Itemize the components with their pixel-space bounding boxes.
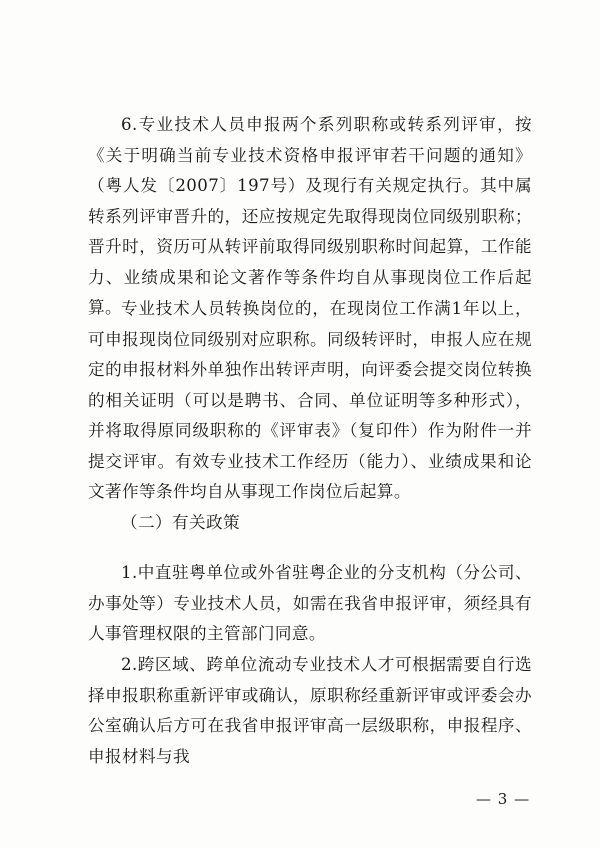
section-heading-related-policies: （二）有关政策 bbox=[121, 513, 240, 532]
paragraph-position-change: 专业技术人员转换岗位的，在现岗位工作满1年以上，可申报现岗位同级别对应职称。同级转评时，申报人应在规定的申报材料外单独作出转评声明，向评委会提交岗位转换的相关证明（可以是聘书、合同、单位证明等多种形式），并将取得原同级职称的《评审表》（复印件）作为附件一并提交评审。有效专业技术工作经历（能力）、业绩成果和论文著作等条件均自从事现工作岗位后起算。 bbox=[88, 299, 532, 501]
paragraph-policy-1: 1.中直驻粤单位或外省驻粤企业的分支机构（分公司、办事处等）专业技术人员，如需在我省申报评审，须经具有人事管理权限的主管部门同意。 bbox=[88, 563, 532, 643]
paragraph-policy-2: 2.跨区域、跨单位流动专业技术人才可根据需要自行选择申报职称重新评审或确认，原职称经重新评审或评委会办公室确认后方可在我省申报评审高一层级职称，申报程序、申报材料与我 bbox=[88, 655, 532, 766]
page-number: — 3 — bbox=[476, 790, 531, 808]
paragraph-transfer-series-rules: 6.专业技术人员申报两个系列职称或转系列评审，按《关于明确当前专业技术资格申报评审若干问题的通知》（粤人发〔2007〕197号）及现行有关规定执行。其中属转系列评审晋升的，还应按规定先取得现岗位同级别职称；晋升时，资历可从转评前取得同级别职称时间起算，工作能力、业绩成果和论文著作等条件均自从事现岗位工作后起算。 bbox=[88, 115, 532, 317]
